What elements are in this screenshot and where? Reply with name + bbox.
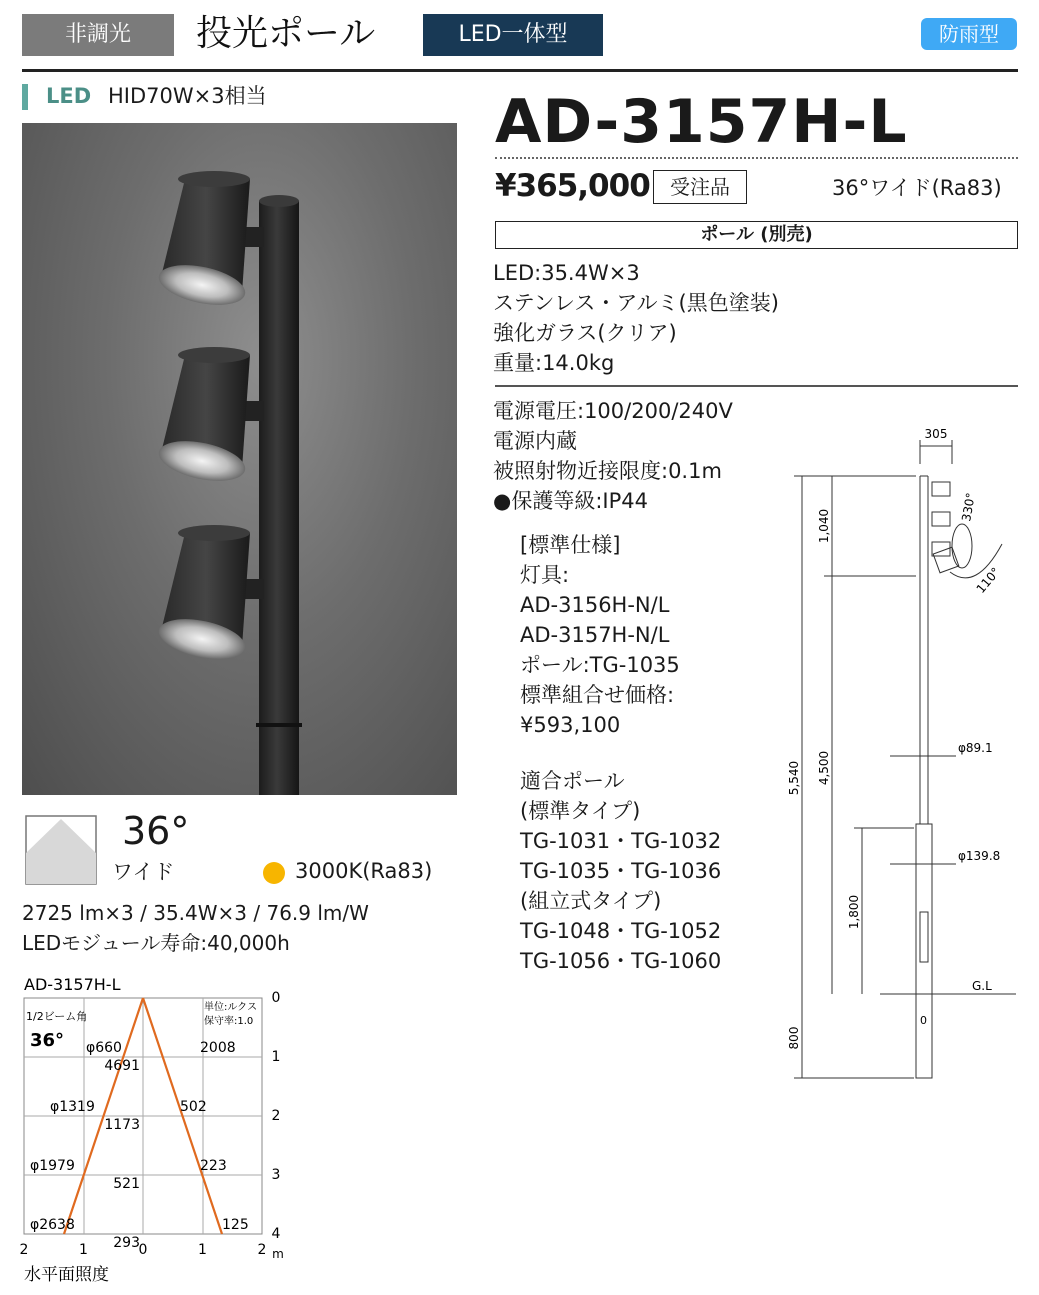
width-tick-label: 2 (257, 1242, 267, 1258)
width-tick-label: 0 (138, 1242, 148, 1258)
color-temperature: 3000K(Ra83) (295, 859, 433, 883)
compatible-item: TG-1056・TG-1060 (520, 949, 722, 973)
half-beam-value: 36° (30, 1030, 65, 1051)
side-lux-label: 223 (200, 1158, 227, 1174)
depth-tick-label: 2 (271, 1108, 281, 1124)
maintenance-label: 保守率:1.0 (204, 1016, 254, 1027)
spec-item: 電源電圧:100/200/240V (493, 399, 733, 423)
spec-item: 被照射物近接限度:0.1m (493, 459, 722, 483)
dim-burial: 800 (787, 1026, 801, 1050)
hid-equivalent: HID70W×3相当 (108, 84, 267, 108)
width-unit-label: m (272, 1247, 284, 1261)
compatible-item: TG-1035・TG-1036 (520, 859, 722, 883)
dim-top-width: 305 (924, 427, 948, 441)
led-integrated-tag: LED一体型 (423, 14, 603, 56)
model-dotted-rule (495, 157, 1018, 159)
dimension-drawing (780, 424, 1039, 1090)
dim-total-height: 5,540 (787, 760, 801, 796)
illuminance-title: AD-3157H-L (24, 975, 121, 994)
beam-diameter-label: φ2638 (30, 1217, 75, 1233)
depth-tick-label: 0 (271, 990, 281, 1006)
center-lux-label: 1173 (104, 1117, 140, 1133)
header-rule (22, 69, 1018, 72)
depth-tick-label: 1 (271, 1049, 281, 1065)
half-beam-label: 1/2ビーム角 (26, 1010, 88, 1023)
dim-ground-zero: 0 (920, 1014, 927, 1027)
floodlight-head-top (155, 171, 264, 312)
standard-item: AD-3156H-N/L (520, 593, 670, 617)
standard-item: 標準組合せ価格: (520, 683, 675, 707)
compatible-item: TG-1048・TG-1052 (520, 919, 722, 943)
dim-rotate-angle: 330° (959, 491, 978, 523)
standard-spec (520, 530, 680, 740)
beam-type: ワイド (112, 860, 175, 884)
dim-upper-diameter: φ89.1 (958, 741, 993, 755)
spec-item: ステンレス・アルミ(黒色塗装) (493, 291, 779, 315)
lumen-efficiency: 2725 lm×3 / 35.4W×3 / 76.9 lm/W (22, 901, 369, 925)
dim-lower-section: 1,800 (847, 894, 861, 930)
width-tick-label: 2 (19, 1242, 29, 1258)
spec-item: LED:35.4W×3 (493, 261, 640, 285)
model-number: AD-3157H-L (495, 87, 908, 157)
price: ¥365,000 (495, 168, 650, 204)
width-tick-label: 1 (198, 1242, 207, 1258)
depth-tick-label: 3 (271, 1167, 281, 1183)
spec-item: 電源内蔵 (493, 429, 577, 453)
compatible-item: (組立式タイプ) (520, 889, 662, 913)
beam-diameter-label: φ1979 (30, 1158, 75, 1174)
spec-divider (495, 385, 1018, 387)
beam-diameter-label: φ660 (86, 1040, 122, 1056)
dim-above-ground: 4,500 (817, 750, 831, 786)
side-lux-label: 502 (180, 1099, 207, 1115)
floodlight-pole-image (22, 123, 457, 795)
rainproof-tag: 防雨型 (921, 18, 1017, 50)
compatible-poles (520, 766, 721, 976)
wide-beam-icon (25, 815, 97, 885)
beam-diameter-label: φ1319 (50, 1099, 95, 1115)
side-lux-label: 2008 (200, 1040, 236, 1056)
depth-tick-label: 4 (271, 1226, 281, 1242)
dim-tilt-angle: 110° (973, 564, 1003, 596)
center-lux-label: 521 (113, 1176, 140, 1192)
dim-head-span: 1,040 (817, 508, 831, 544)
compatible-item: TG-1031・TG-1032 (520, 829, 722, 853)
dim-ground-level: G.L (972, 979, 992, 993)
category-title: 投光ポール (196, 13, 376, 54)
compatible-item: 適合ポール (520, 769, 625, 793)
led-accent-bar (22, 84, 28, 110)
floodlight-head-middle (155, 347, 264, 488)
dim-lower-diameter: φ139.8 (958, 849, 1001, 863)
beam-angle: 36° (122, 809, 190, 853)
non-dimming-tag: 非調光 (22, 14, 174, 56)
beam-spec: 36°ワイド(Ra83) (832, 176, 1002, 200)
standard-item: ¥593,100 (520, 713, 621, 737)
standard-item: ポール:TG-1035 (520, 653, 680, 677)
spec-item: 重量:14.0kg (493, 351, 615, 375)
led-label: LED (46, 84, 92, 108)
illuminance-footer: 水平面照度 (24, 1265, 109, 1285)
spec-item: 強化ガラス(クリア) (493, 321, 677, 345)
product-photo (22, 123, 457, 795)
made-to-order-badge: 受注品 (653, 170, 747, 204)
spec-list-b (493, 396, 733, 516)
standard-item: [標準仕様] (520, 533, 621, 557)
standard-item: AD-3157H-N/L (520, 623, 670, 647)
module-life: LEDモジュール寿命:40,000h (22, 931, 290, 955)
pole-sold-separately: ポール (別売) (495, 221, 1018, 249)
illuminance-diagram (0, 968, 300, 1288)
spec-item: ●保護等級:IP44 (493, 489, 648, 513)
compatible-item: (標準タイプ) (520, 799, 641, 823)
floodlight-head-bottom (155, 525, 264, 666)
spec-list-a (493, 258, 779, 378)
color-temp-dot (263, 862, 285, 884)
width-tick-label: 1 (79, 1242, 88, 1258)
standard-item: 灯具: (520, 563, 570, 587)
center-lux-label: 293 (113, 1235, 140, 1251)
center-lux-label: 4691 (104, 1058, 140, 1074)
unit-label: 単位:ルクス (204, 1002, 258, 1013)
side-lux-label: 125 (222, 1217, 249, 1233)
